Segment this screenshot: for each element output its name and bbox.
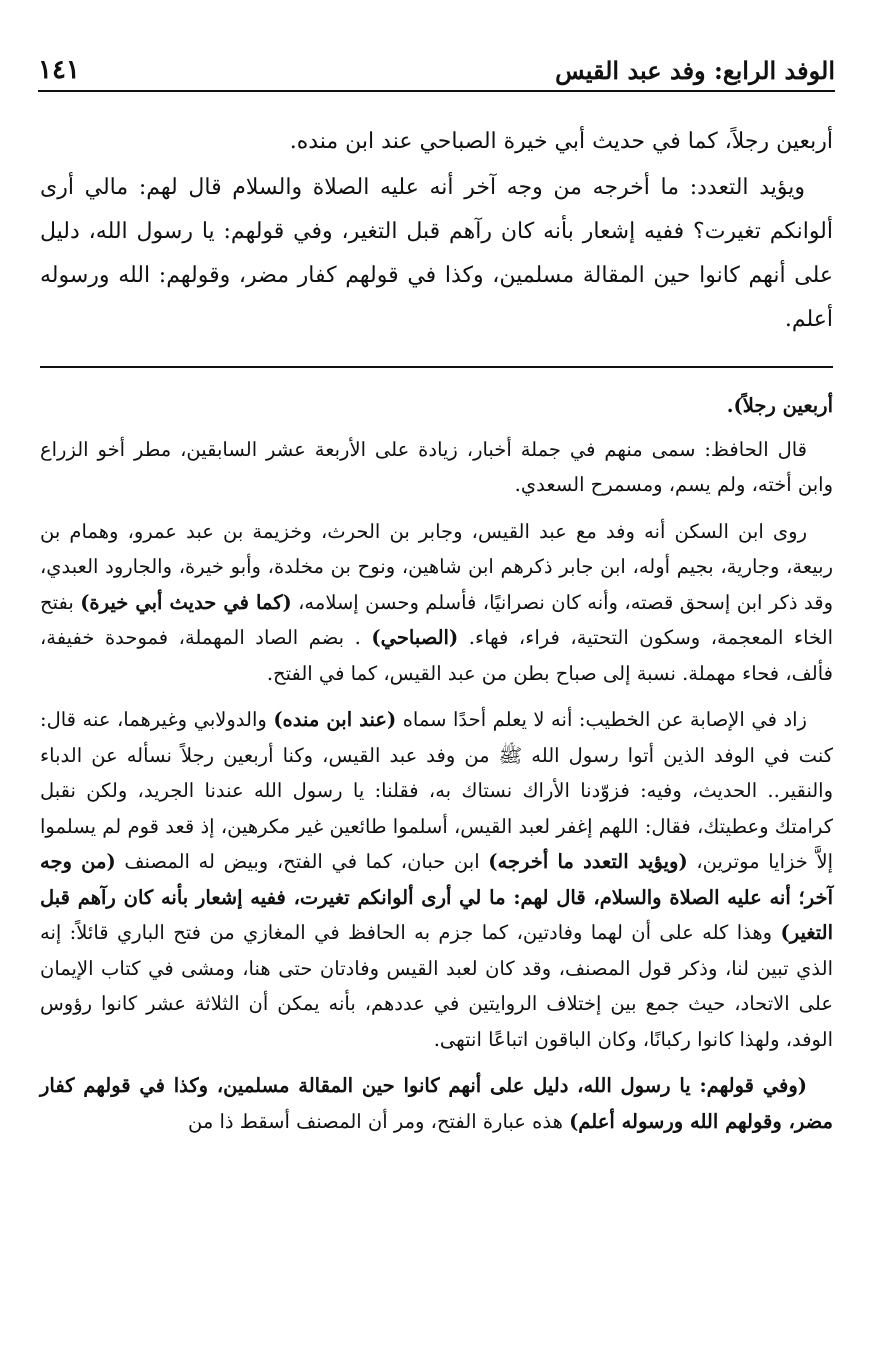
quoted-matn: (من وجه آخر؛ أنه عليه الصلاة والسلام، قال لهم: ما لي أرى ألوانكم تغيرت، ففيه إشعار بأنه كان رآهم قبل التغير) (40, 850, 834, 944)
paragraph-text: والدولابي وغيرهما، عنه قال: كنت في الوفد الذين أتوا رسول الله ﷺ من وفد عبد القيس، وكنا أربعين رجلاً نسأله عن الدباء والنقير.. الحديث، وفيه: فزوّدنا الأراك نستاك به، فقلنا: يا رسول الله عندنا الجريد، ولكن نقبل كرامتك وعطيتك، فقال: اللهم إغفر لعبد القيس، أسلموا طائعين غير مكرهين، إذ قعد قوم لم يسلموا إلاَّ خزايا موترين، (40, 708, 833, 873)
paragraph-text: زاد في الإصابة عن الخطيب: أنه لا يعلم أحدًا سماه (402, 708, 807, 731)
quoted-matn: (عند ابن منده) (273, 708, 397, 731)
commentary-paragraph-3 (40, 702, 833, 1057)
main-text (40, 120, 833, 344)
quoted-matn: (كما في حديث أبي خيرة) (80, 590, 292, 614)
commentary (40, 388, 833, 1150)
paragraph-text: . بضم الصاد المهملة، فموحدة خفيفة، فألف، فحاء مهملة. نسبة إلى صباح بطن من عبد القيس، كما في الفتح. (40, 626, 833, 685)
paragraph-text: روى ابن السكن أنه وفد مع عبد القيس، وجابر بن الحرث، وخزيمة بن عبد عمرو، وهمام بن ربيعة، وجارية، بجيم أوله، ابن جابر ذكرهم ابن شاهين، ونوح بن مخلدة، وأبو خيرة، والجارود العبدي، وقد ذكر ابن إسحق قصته، وأنه كان نصرانيًا، فأسلم وحسن إسلامه، (40, 519, 833, 614)
chapter-title: الوفد الرابع: وفد عبد القيس (555, 55, 835, 85)
quoted-matn: (وفي قولهم: يا رسول الله، دليل على أنهم كانوا حين المقالة مسلمين، وكذا في قولهم كفار مضر، وقولهم الله ورسوله أعلم) (40, 1074, 833, 1133)
main-paragraph-1: أربعين رجلاً، كما في حديث أبي خيرة الصباحي عند ابن منده. (289, 129, 833, 154)
quoted-matn: (الصباحي) (371, 626, 459, 649)
commentary-paragraph-4 (40, 1068, 833, 1139)
separator-rule (40, 366, 833, 368)
paragraph-text: وهذا كله على أن لهما وفادتين، كما جزم به الحافظ في المغازي من فتح الباري قائلاً: إنه الذي تبين لنا، وذكر قول المصنف، وقد كان لعبد القيس وفادتان حتى هنا، ومشى في كتاب الإيمان على الاتحاد، حيث جمع بين إختلاف الروايتين في عددهم، بأنه يمكن أن الثلاثة عشر كانوا رؤوس الوفد، ولهذا كانوا ركبانًا، وكان الباقون اتباعًا انتهى. (40, 921, 833, 1051)
quoted-matn: (ويؤيد التعدد ما أخرجه) (488, 850, 688, 873)
paragraph-text: هذه عبارة الفتح، ومر أن المصنف أسقط ذا من (187, 1109, 563, 1133)
paragraph-text: بفتح الخاء المعجمة، وسكون التحتية، فراء، فهاء. (40, 590, 834, 649)
commentary-paragraph-2 (40, 514, 833, 692)
main-paragraph-2: ويؤيد التعدد: ما أخرجه من وجه آخر أنه عليه الصلاة والسلام قال لهم: مالي أرى ألوانكم تغيرت؟ ففيه إشعار بأنه كان رآهم قبل التغير، وفي قولهم: يا رسول الله، دليل على أنهم كانوا حين المقالة مسلمين، وكذا في قولهم كفار مضر، وقولهم: الله ورسوله أعلم. (40, 175, 833, 332)
running-header (38, 50, 835, 92)
commentary-paragraph-1: قال الحافظ: سمى منهم في جملة أخبار، زيادة على الأربعة عشر السابقين، مطر أخو الزراع وابن أخته، ولم يسم، ومسمرح السعدي. (40, 437, 833, 496)
paragraph-text: ابن حبان، كما في الفتح، وبيض له المصنف (124, 850, 480, 873)
page-number: ١٤١ (38, 55, 80, 85)
commentary-heading: أربعين رجلاً). (726, 394, 833, 417)
